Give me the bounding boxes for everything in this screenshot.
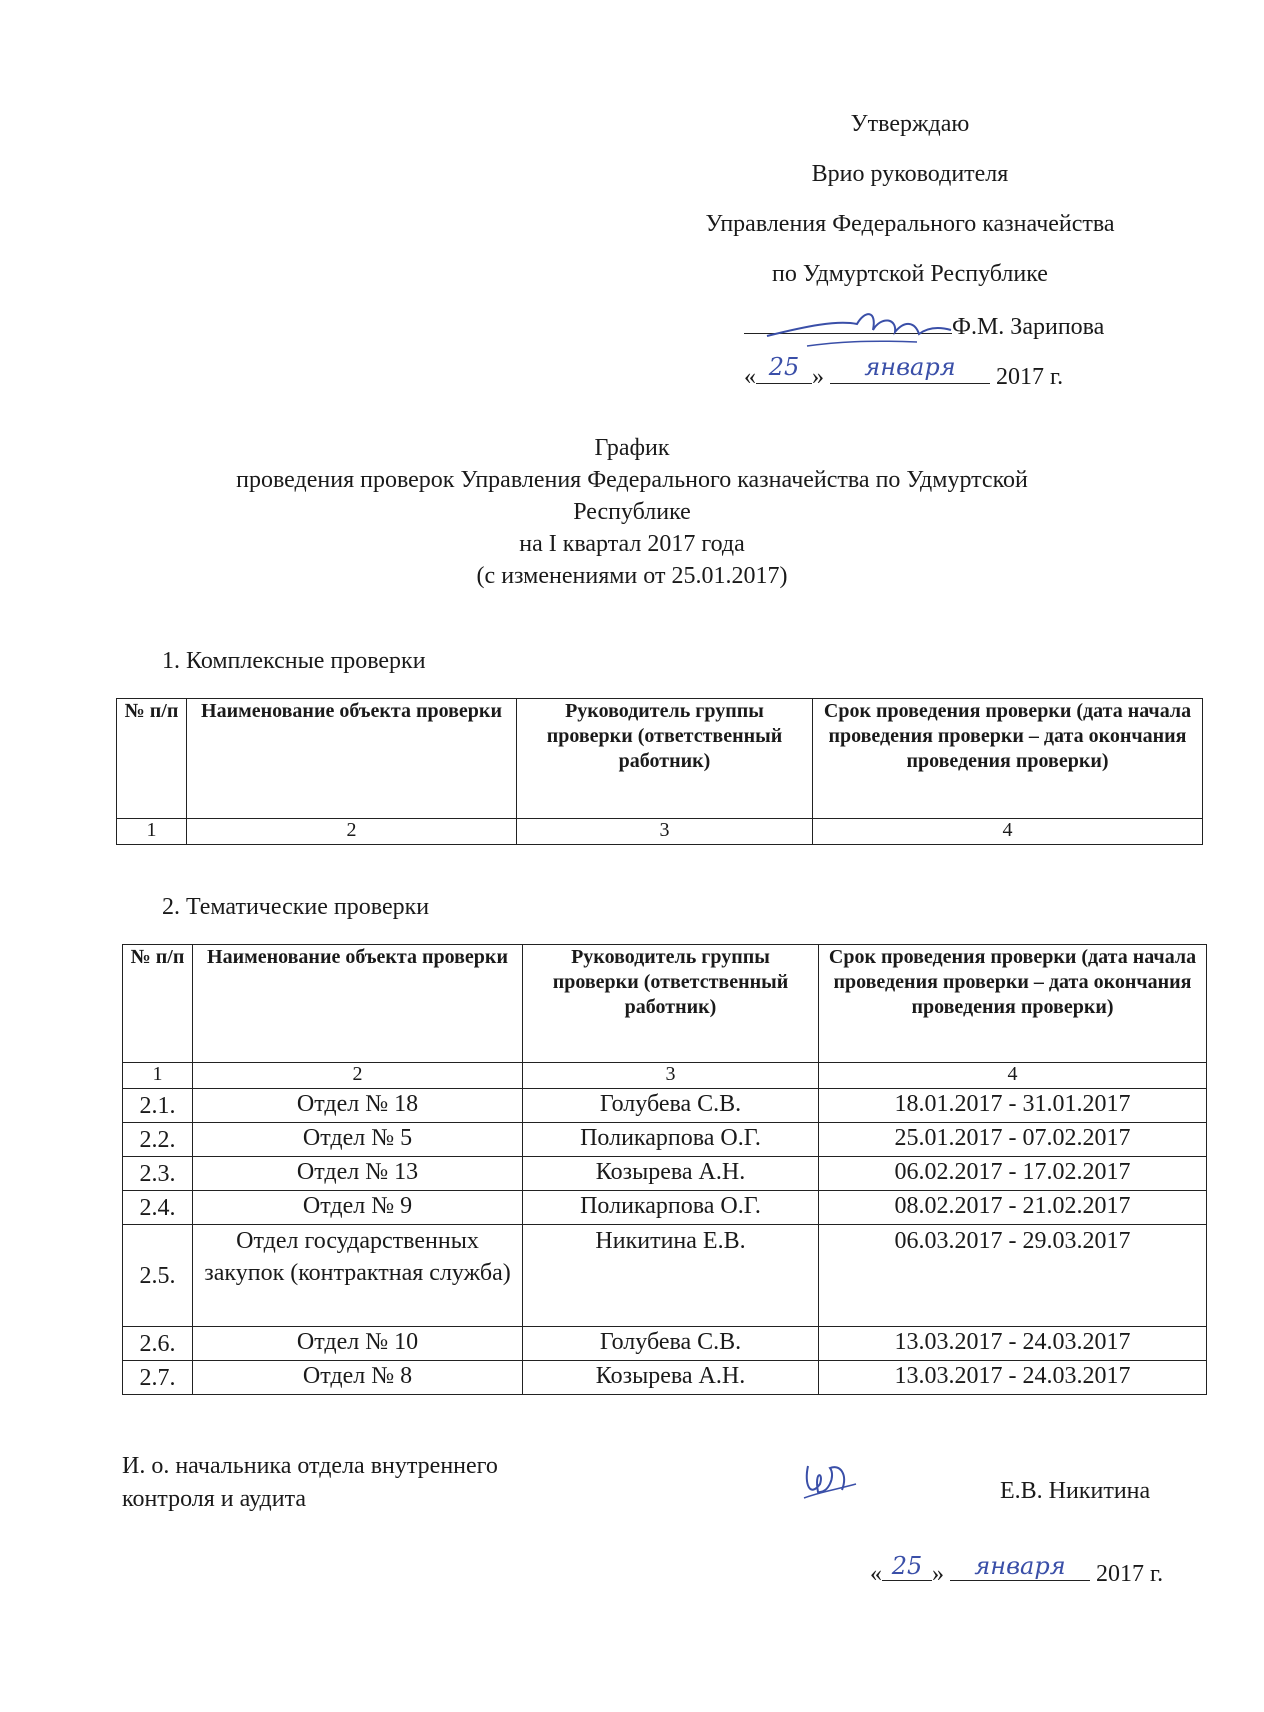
table-number-row (123, 1063, 1207, 1089)
date-month-blank (950, 1552, 1090, 1581)
header-period: Срок проведения проверки (дата начала проведения проверки – дата окончания проведения проверки) (813, 699, 1203, 819)
row-object: Отдел государственных закупок (контрактная служба) (193, 1225, 523, 1327)
row-number: 2.2. (123, 1123, 193, 1157)
approval-organization: Управления Федерального казначейства (705, 211, 1115, 237)
footer-signer-name: Е.В. Никитина (1000, 1478, 1151, 1504)
table-row (123, 1361, 1207, 1395)
header-lead: Руководитель группы проверки (ответственный работник) (517, 699, 813, 819)
row-lead: Голубева С.В. (523, 1089, 819, 1123)
title-line-3: Республике (573, 499, 691, 525)
footer-position-line-2: контроля и аудита (122, 1486, 307, 1512)
date-month-blank (830, 353, 990, 384)
row-period: 08.02.2017 - 21.02.2017 (819, 1191, 1207, 1225)
date-day-handwritten: 25 (891, 1552, 923, 1580)
row-period: 06.02.2017 - 17.02.2017 (819, 1157, 1207, 1191)
column-number: 4 (813, 819, 1203, 845)
row-number: 2.7. (123, 1361, 193, 1395)
header-object: Наименование объекта проверки (187, 699, 517, 819)
date-month-handwritten: января (864, 353, 956, 381)
title-line-5: (с изменениями от 25.01.2017) (476, 563, 788, 589)
approval-date (640, 353, 1264, 390)
header-number: № п/п (123, 945, 193, 1063)
table-row (123, 1327, 1207, 1361)
table-row (123, 1123, 1207, 1157)
date-day-blank (756, 353, 812, 384)
header-lead: Руководитель группы проверки (ответственный работник) (523, 945, 819, 1063)
approval-signature (747, 306, 957, 350)
date-year: 2017 г. (996, 364, 1064, 390)
row-object: Отдел № 18 (193, 1089, 523, 1123)
row-object: Отдел № 5 (193, 1123, 523, 1157)
date-day-handwritten: 25 (768, 353, 800, 381)
date-open-quote: « (870, 1561, 882, 1587)
row-number: 2.1. (123, 1089, 193, 1123)
row-period: 25.01.2017 - 07.02.2017 (819, 1123, 1207, 1157)
row-lead: Козырева А.Н. (523, 1361, 819, 1395)
table-row (123, 1089, 1207, 1123)
date-year: 2017 г. (1096, 1561, 1164, 1587)
row-lead: Козырева А.Н. (523, 1157, 819, 1191)
column-number: 2 (193, 1063, 523, 1089)
column-number: 3 (523, 1063, 819, 1089)
table-number-row (117, 819, 1203, 845)
row-number: 2.3. (123, 1157, 193, 1191)
date-day-blank (882, 1552, 932, 1581)
approval-signer-name: Ф.М. Зарипова (952, 314, 1105, 340)
title-line-1: График (594, 435, 670, 461)
document-title (100, 432, 1164, 592)
table-header-row (123, 945, 1207, 1063)
table-row (123, 1225, 1207, 1327)
header-period: Срок проведения проверки (дата начала проведения проверки – дата окончания проведения проверки) (819, 945, 1207, 1063)
date-close-quote: » (812, 364, 824, 390)
row-period: 13.03.2017 - 24.03.2017 (819, 1361, 1207, 1395)
row-lead: Поликарпова О.Г. (523, 1123, 819, 1157)
title-line-4: на I квартал 2017 года (519, 531, 745, 557)
row-number: 2.5. (123, 1225, 193, 1327)
row-lead: Никитина Е.В. (523, 1225, 819, 1327)
row-object: Отдел № 8 (193, 1361, 523, 1395)
row-object: Отдел № 10 (193, 1327, 523, 1361)
column-number: 1 (123, 1063, 193, 1089)
footer-position-line-1: И. о. начальника отдела внутреннего (122, 1453, 498, 1479)
complex-checks-table (116, 698, 1203, 845)
footer-initials-signature (800, 1454, 860, 1504)
column-number: 1 (117, 819, 187, 845)
row-number: 2.6. (123, 1327, 193, 1361)
approval-region: по Удмуртской Республике (772, 261, 1048, 287)
section-2-heading: 2. Тематические проверки (162, 894, 430, 920)
footer-date (870, 1552, 1164, 1588)
footer-position (122, 1450, 642, 1516)
title-line-2: проведения проверок Управления Федерального казначейства по Удмуртской (236, 467, 1028, 493)
column-number: 2 (187, 819, 517, 845)
thematic-checks-table (122, 944, 1207, 1395)
row-object: Отдел № 9 (193, 1191, 523, 1225)
row-number: 2.4. (123, 1191, 193, 1225)
row-period: 18.01.2017 - 31.01.2017 (819, 1089, 1207, 1123)
section-1-heading: 1. Комплексные проверки (162, 648, 426, 674)
approval-position: Врио руководителя (811, 161, 1009, 187)
date-open-quote: « (744, 364, 756, 390)
row-lead: Голубева С.В. (523, 1327, 819, 1361)
column-number: 3 (517, 819, 813, 845)
date-month-handwritten: января (974, 1552, 1066, 1580)
header-number: № п/п (117, 699, 187, 819)
table-row (123, 1157, 1207, 1191)
approval-title: Утверждаю (850, 111, 970, 137)
row-object: Отдел № 13 (193, 1157, 523, 1191)
row-period: 13.03.2017 - 24.03.2017 (819, 1327, 1207, 1361)
date-close-quote: » (932, 1561, 944, 1587)
row-lead: Поликарпова О.Г. (523, 1191, 819, 1225)
column-number: 4 (819, 1063, 1207, 1089)
row-period: 06.03.2017 - 29.03.2017 (819, 1225, 1207, 1327)
table-header-row (117, 699, 1203, 819)
table-row (123, 1191, 1207, 1225)
header-object: Наименование объекта проверки (193, 945, 523, 1063)
